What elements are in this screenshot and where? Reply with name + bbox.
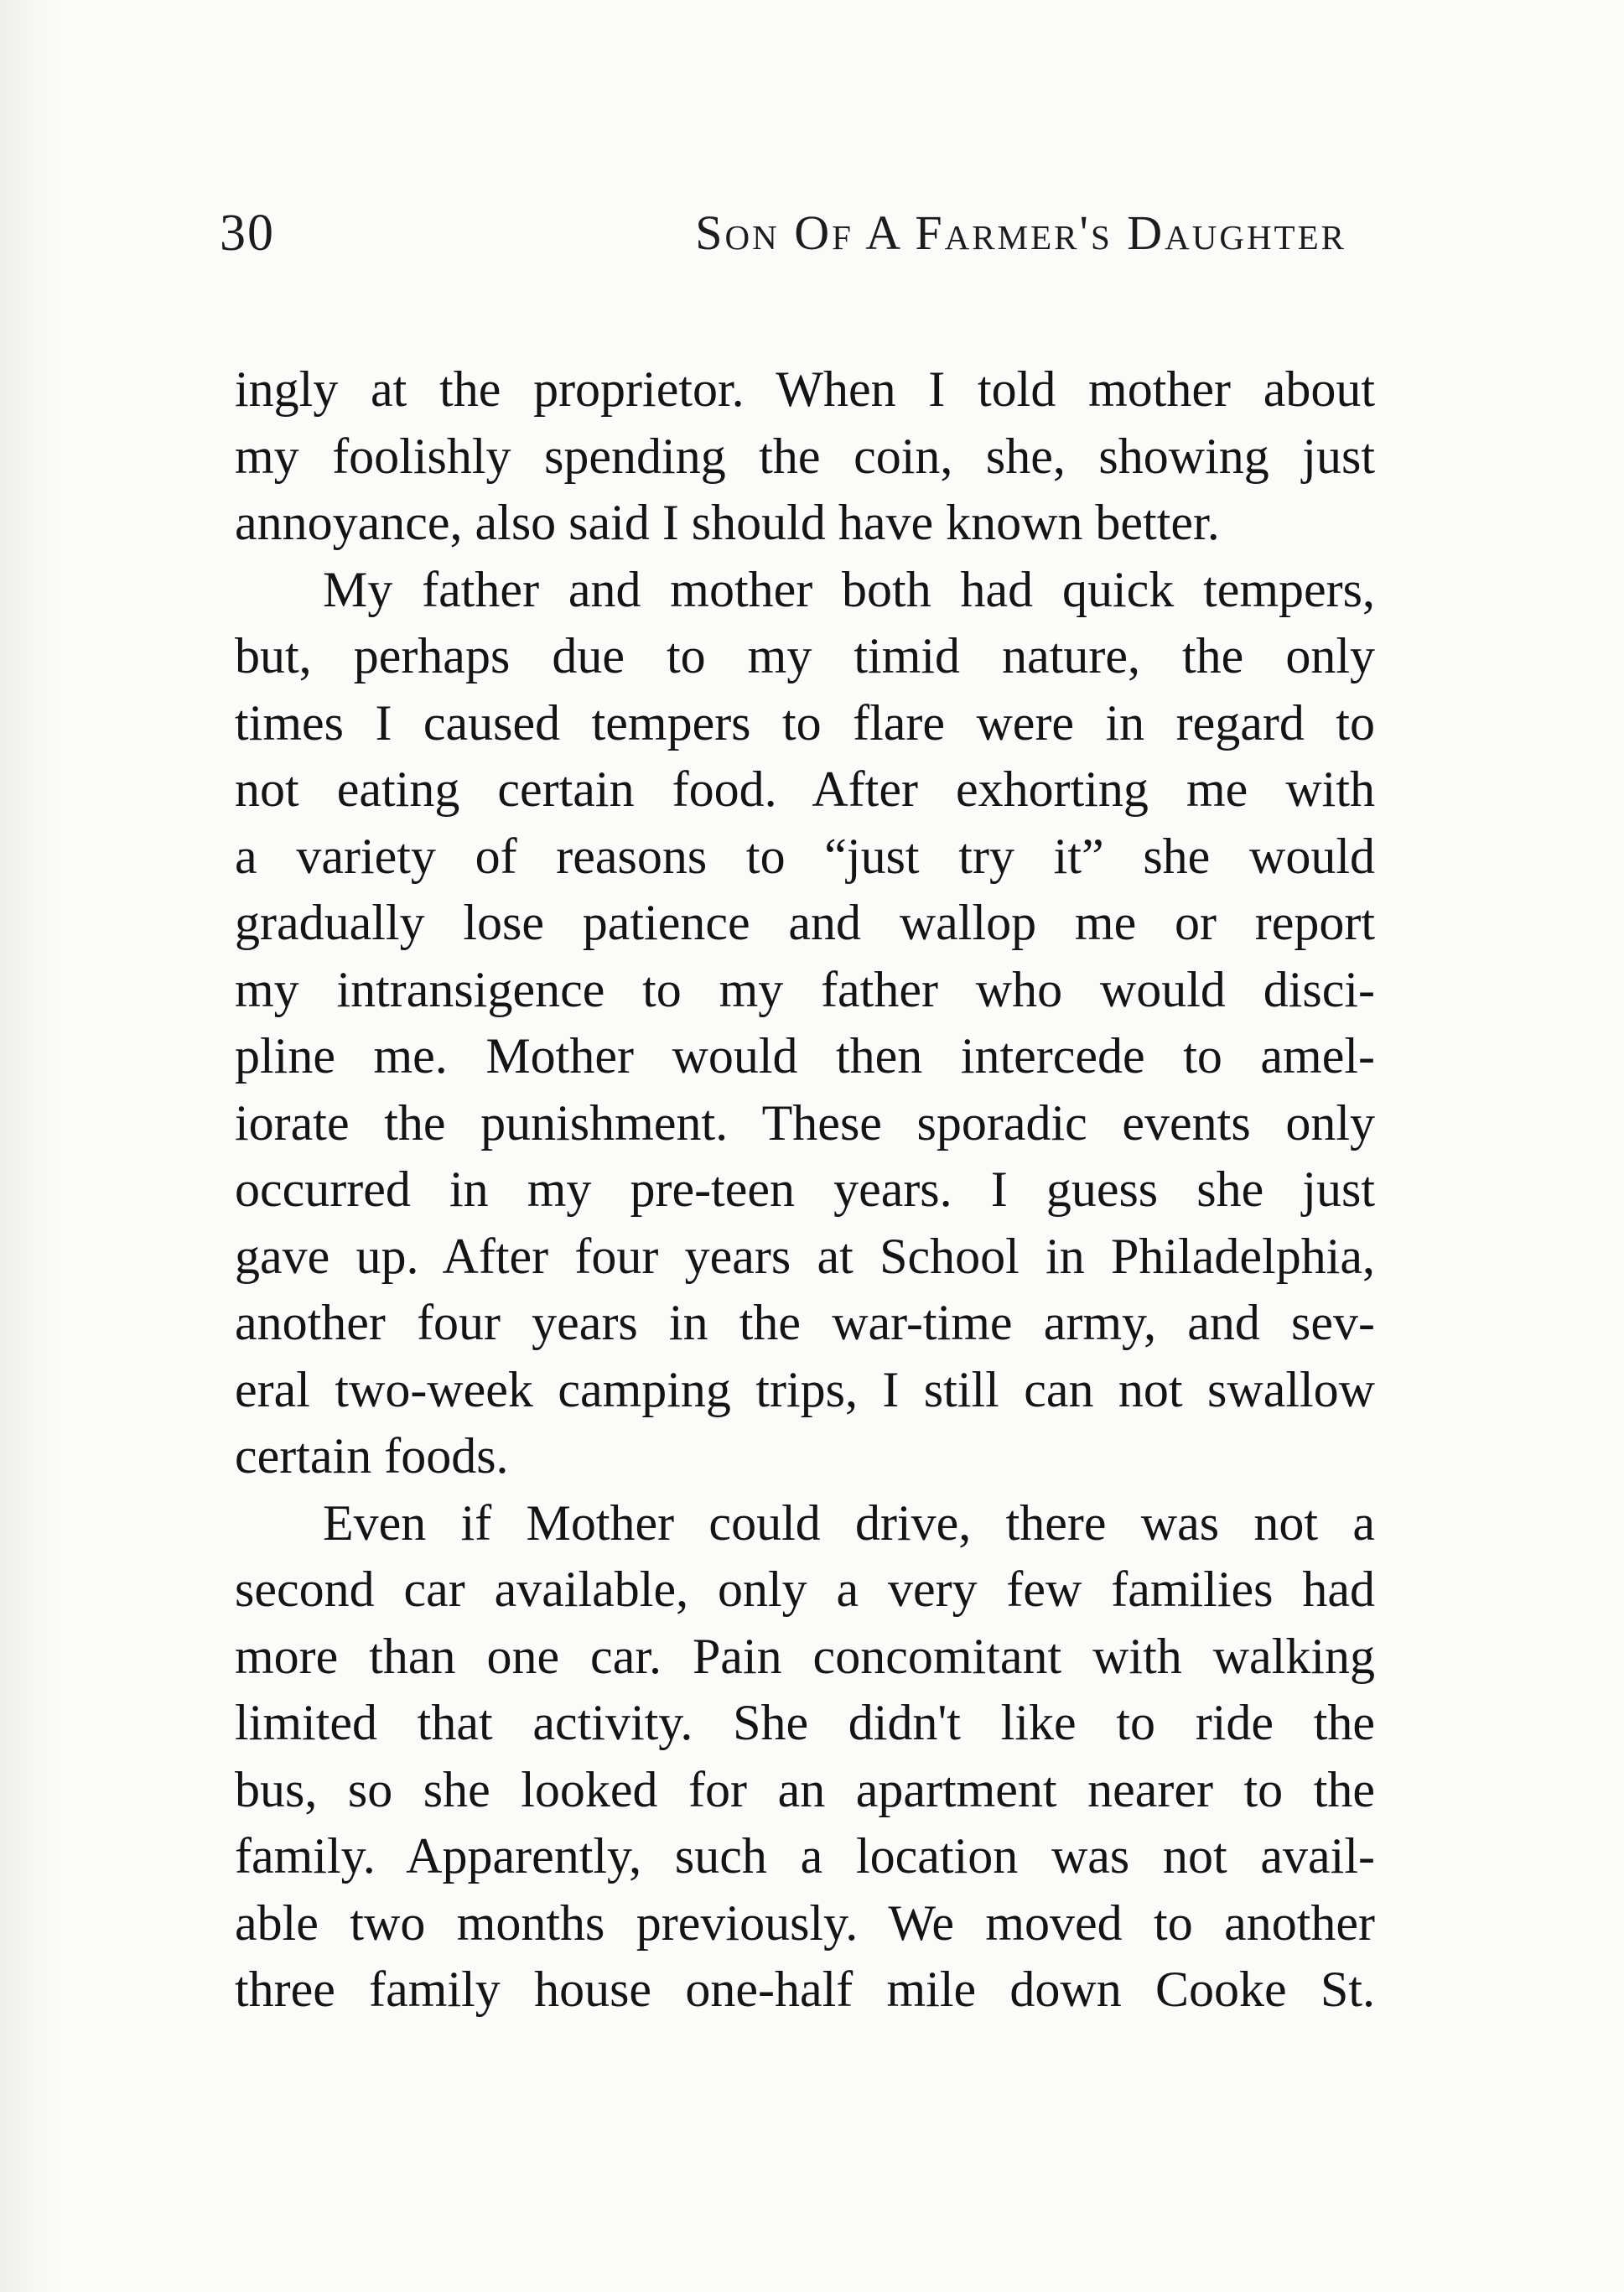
running-title: Son Of A Farmer's Daughter xyxy=(695,205,1346,260)
text-line: second car available, only a very few families had xyxy=(235,1562,1375,1617)
text-line: pline me. Mother would then intercede to amel- xyxy=(235,1028,1375,1084)
text-line: but, perhaps due to my timid nature, the only xyxy=(235,628,1375,683)
text-line: eral two-week camping trips, I still can not swallow xyxy=(235,1361,1375,1417)
text-line: three family house one-half mile down Cooke St. xyxy=(235,1962,1375,2017)
paragraph-start-line: My father and mother both had quick tempers, xyxy=(323,561,1375,617)
page-gutter-shadow xyxy=(0,0,59,2292)
text-line: family. Apparently, such a location was not avail- xyxy=(235,1828,1375,1884)
text-line: bus, so she looked for an apartment nearer to the xyxy=(235,1761,1375,1817)
text-line: gradually lose patience and wallop me or report xyxy=(235,895,1375,950)
text-line: iorate the punishment. These sporadic events only xyxy=(235,1094,1375,1151)
text-line: another four years in the war-time army, and sev- xyxy=(235,1295,1375,1350)
text-line: more than one car. Pain concomitant with walking xyxy=(235,1628,1375,1684)
text-line: times I caused tempers to flare were in regard to xyxy=(235,694,1375,751)
page-number: 30 xyxy=(220,205,275,262)
text-line: not eating certain food. After exhorting me with xyxy=(235,761,1375,817)
text-line: a variety of reasons to “just try it” she would xyxy=(235,828,1375,884)
text-line: my foolishly spending the coin, she, showing just xyxy=(235,428,1375,484)
running-header xyxy=(220,200,1370,267)
text-line: my intransigence to my father who would disci- xyxy=(235,961,1375,1017)
text-line: limited that activity. She didn't like to ride the xyxy=(235,1695,1375,1750)
text-line: occurred in my pre-teen years. I guess she just xyxy=(235,1162,1375,1217)
text-line: able two months previously. We moved to another xyxy=(235,1894,1375,1951)
body-text xyxy=(235,356,1375,2024)
text-line: certain foods. xyxy=(235,1428,509,1484)
text-line: annoyance, also said I should have known better. xyxy=(235,495,1220,550)
paragraph-start-line: Even if Mother could drive, there was not a xyxy=(323,1494,1375,1551)
text-line: gave up. After four years at School in Philadelphia, xyxy=(235,1228,1375,1284)
text-line: ingly at the proprietor. When I told mother about xyxy=(235,361,1375,417)
